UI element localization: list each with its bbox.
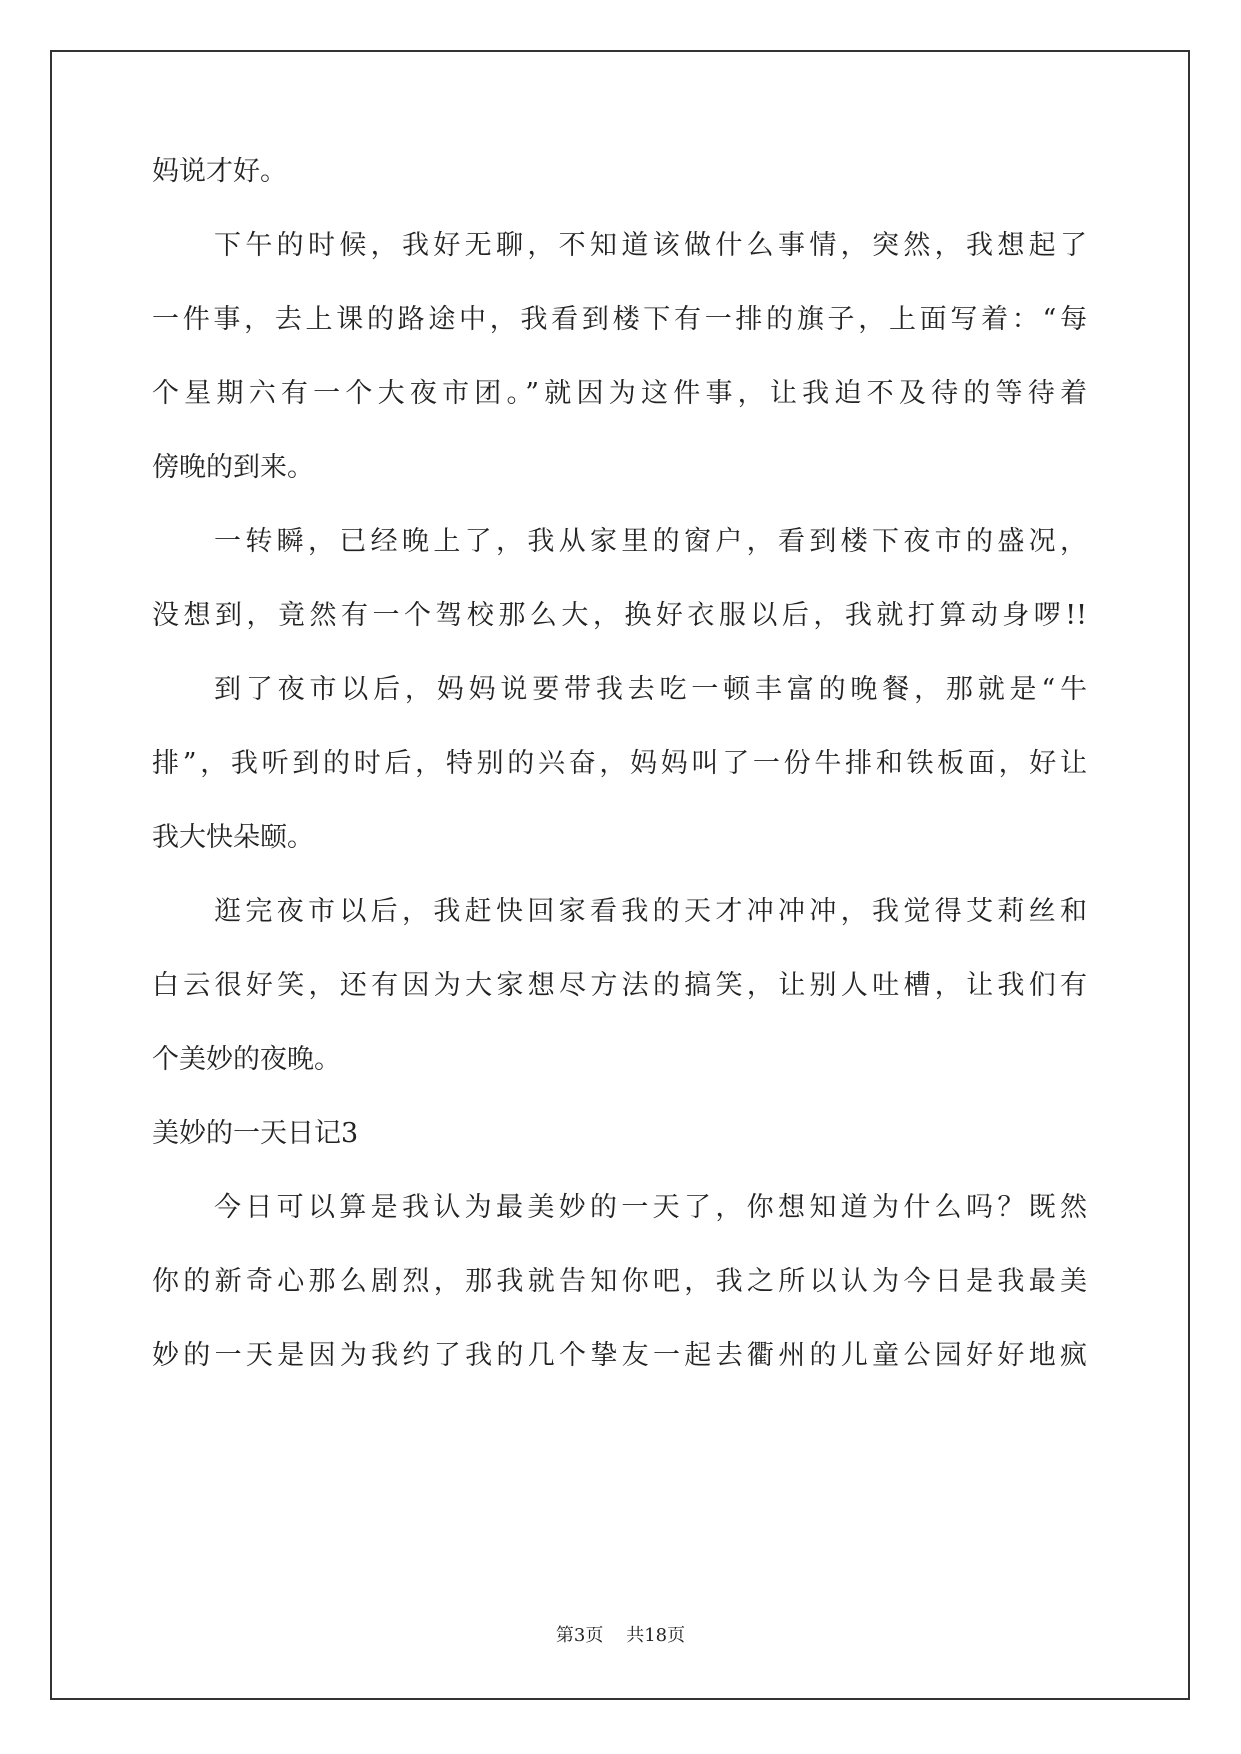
text-line: 排”，我听到的时后，特别的兴奋，妈妈叫了一份牛排和铁板面，好让 <box>152 748 1087 779</box>
text-line: 妙的一天是因为我约了我的几个挚友一起去衢州的儿童公园好好地疯 <box>152 1340 1087 1371</box>
text-line: 逛完夜市以后，我赶快回家看我的天才冲冲冲，我觉得艾莉丝和 <box>214 896 1087 927</box>
text-line: 傍晚的到来。 <box>152 452 314 483</box>
total-pages: 共18页 <box>626 1625 686 1646</box>
text-line: 今日可以算是我认为最美妙的一天了，你想知道为什么吗？既然 <box>214 1192 1087 1223</box>
text-line: 妈说才好。 <box>152 156 287 187</box>
text-line: 没想到，竟然有一个驾校那么大，换好衣服以后，我就打算动身啰!! <box>152 600 1087 631</box>
page-border <box>50 50 1190 1700</box>
text-line: 到了夜市以后，妈妈说要带我去吃一顿丰富的晚餐，那就是“牛 <box>214 674 1087 705</box>
text-line: 一件事，去上课的路途中，我看到楼下有一排的旗子，上面写着：“每 <box>152 304 1087 335</box>
text-line: 个星期六有一个大夜市团。”就因为这件事，让我迫不及待的等待着 <box>152 378 1087 409</box>
text-line: 白云很好笑，还有因为大家想尽方法的搞笑，让别人吐槽，让我们有 <box>152 970 1087 1001</box>
text-line: 你的新奇心那么剧烈，那我就告知你吧，我之所以认为今日是我最美 <box>152 1266 1087 1297</box>
text-line: 个美妙的夜晚。 <box>152 1044 341 1075</box>
page-footer <box>0 1621 1241 1647</box>
text-line: 我大快朵颐。 <box>152 822 314 853</box>
text-line: 一转瞬，已经晚上了，我从家里的窗户，看到楼下夜市的盛况， <box>214 526 1087 557</box>
section-heading: 美妙的一天日记3 <box>152 1118 359 1149</box>
page-number: 第3页 <box>555 1625 604 1646</box>
text-line: 下午的时候，我好无聊，不知道该做什么事情，突然，我想起了 <box>214 230 1087 261</box>
